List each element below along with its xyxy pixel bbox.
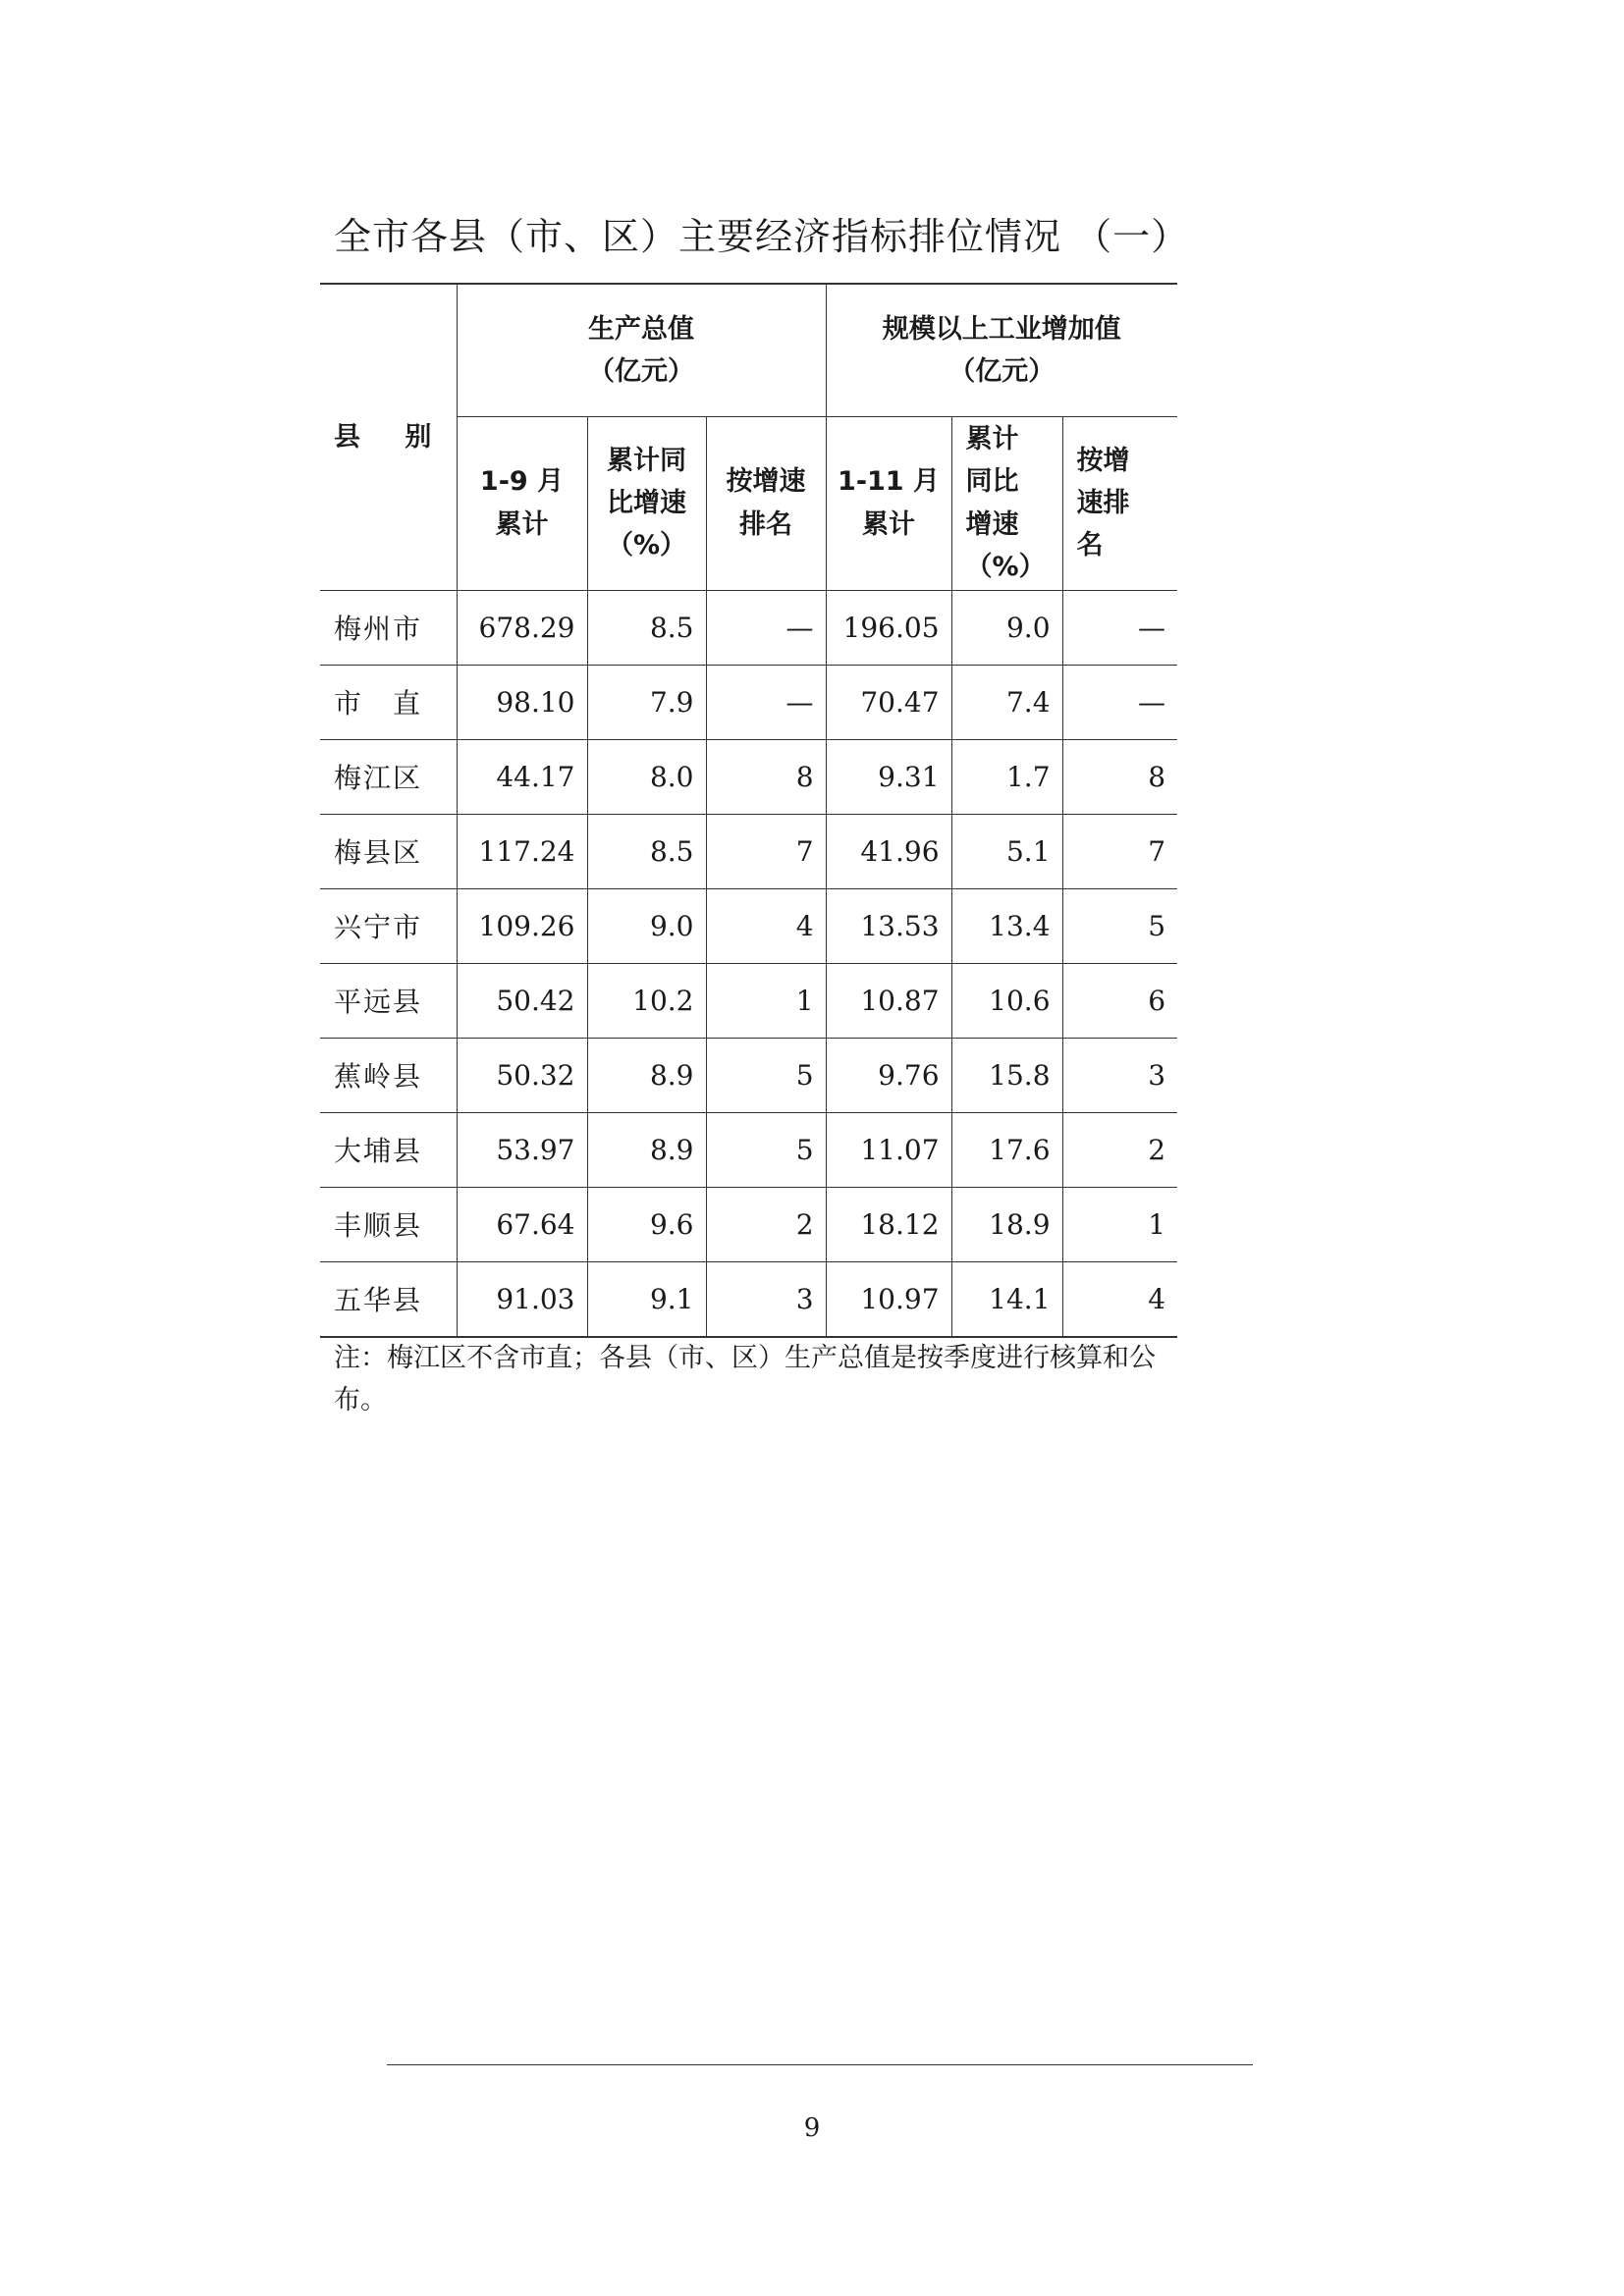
county-name-cell: 五华县 [320,1261,457,1337]
industry-growth-cell: 9.0 [951,590,1062,665]
gdp-cumulative-cell: 50.42 [457,963,587,1038]
gdp-rank-cell: 5 [706,1038,826,1112]
gdp-cumulative-cell: 44.17 [457,739,587,814]
table-note: 注：梅江区不含市直；各县（市、区）生产总值是按季度进行核算和公布。 [334,1343,1156,1416]
table-row [320,590,1177,665]
table-body [320,590,1177,1337]
industry-growth-cell: 17.6 [951,1112,1062,1187]
gdp-growth-cell: 8.0 [587,739,706,814]
industry-growth-cell: 18.9 [951,1187,1062,1261]
table-row [320,1187,1177,1261]
industry-rank-cell: 8 [1062,739,1177,814]
county-name-cell: 市 直 [320,665,457,739]
county-name-cell: 大埔县 [320,1112,457,1187]
table-row [320,739,1177,814]
gdp-rank-cell: 8 [706,739,826,814]
industry-growth-header: 累计 同比 增速 （%） [951,416,1062,590]
industry-cumulative-cell: 70.47 [826,665,951,739]
gdp-growth-cell: 8.9 [587,1112,706,1187]
industry-rank-cell: 7 [1062,814,1177,888]
indicator-table [320,283,1177,1338]
gdp-growth-cell: 9.0 [587,888,706,963]
gdp-rank-cell: 4 [706,888,826,963]
gdp-cumulative-cell: 117.24 [457,814,587,888]
page-number: 9 [803,2113,821,2143]
county-name-cell: 平远县 [320,963,457,1038]
gdp-growth-header: 累计同 比增速 （%） [587,416,706,590]
gdp-growth-cell: 7.9 [587,665,706,739]
table-row [320,814,1177,888]
gdp-rank-cell: 2 [706,1187,826,1261]
table-row [320,665,1177,739]
gdp-group-header: 生产总值 （亿元） [457,284,826,416]
industry-growth-cell: 13.4 [951,888,1062,963]
table-row [320,888,1177,963]
industry-cumulative-cell: 196.05 [826,590,951,665]
industry-growth-cell: 5.1 [951,814,1062,888]
gdp-growth-cell: 8.5 [587,814,706,888]
gdp-growth-cell: 8.5 [587,590,706,665]
county-name-cell: 丰顺县 [320,1187,457,1261]
industry-group-header: 规模以上工业增加值 （亿元） [826,284,1177,416]
county-name-cell: 梅江区 [320,739,457,814]
gdp-cumulative-cell: 91.03 [457,1261,587,1337]
industry-rank-cell: 4 [1062,1261,1177,1337]
industry-cumulative-cell: 13.53 [826,888,951,963]
gdp-cumulative-cell: 678.29 [457,590,587,665]
industry-rank-cell: 5 [1062,888,1177,963]
industry-growth-cell: 1.7 [951,739,1062,814]
table-row [320,1038,1177,1112]
gdp-growth-cell: 10.2 [587,963,706,1038]
industry-cumulative-cell: 10.97 [826,1261,951,1337]
industry-growth-cell: 14.1 [951,1261,1062,1337]
industry-rank-header: 按增 速排 名 [1062,416,1177,590]
gdp-growth-cell: 9.6 [587,1187,706,1261]
industry-cumulative-cell: 11.07 [826,1112,951,1187]
industry-growth-cell: 10.6 [951,963,1062,1038]
gdp-rank-header: 按增速 排名 [706,416,826,590]
industry-cumulative-cell: 9.31 [826,739,951,814]
gdp-rank-cell: 7 [706,814,826,888]
gdp-rank-cell: 1 [706,963,826,1038]
gdp-growth-cell: 8.9 [587,1038,706,1112]
industry-cumulative-cell: 10.87 [826,963,951,1038]
county-name-cell: 蕉岭县 [320,1038,457,1112]
gdp-growth-cell: 9.1 [587,1261,706,1337]
gdp-rank-cell: 3 [706,1261,826,1337]
industry-growth-cell: 15.8 [951,1038,1062,1112]
gdp-cumulative-cell: 109.26 [457,888,587,963]
industry-cumulative-cell: 18.12 [826,1187,951,1261]
table-row [320,1112,1177,1187]
industry-cumulative-header: 1-11 月 累计 [826,416,951,590]
footer-divider [387,2064,1253,2065]
industry-rank-cell: 6 [1062,963,1177,1038]
industry-rank-cell: — [1062,590,1177,665]
industry-rank-cell: 1 [1062,1187,1177,1261]
gdp-rank-cell: 5 [706,1112,826,1187]
table-row [320,963,1177,1038]
industry-growth-cell: 7.4 [951,665,1062,739]
county-name-cell: 梅州市 [320,590,457,665]
industry-rank-cell: — [1062,665,1177,739]
industry-rank-cell: 3 [1062,1038,1177,1112]
table-row [320,1261,1177,1337]
county-column-header: 县 别 [320,284,457,590]
industry-cumulative-cell: 9.76 [826,1038,951,1112]
gdp-cumulative-cell: 53.97 [457,1112,587,1187]
gdp-rank-cell: — [706,590,826,665]
county-name-cell: 兴宁市 [320,888,457,963]
gdp-cumulative-cell: 50.32 [457,1038,587,1112]
gdp-cumulative-cell: 67.64 [457,1187,587,1261]
gdp-cumulative-header: 1-9 月 累计 [457,416,587,590]
county-name-cell: 梅县区 [320,814,457,888]
industry-cumulative-cell: 41.96 [826,814,951,888]
page-title: 全市各县（市、区）主要经济指标排位情况 （一） [334,215,1190,258]
gdp-rank-cell: — [706,665,826,739]
gdp-cumulative-cell: 98.10 [457,665,587,739]
industry-rank-cell: 2 [1062,1112,1177,1187]
